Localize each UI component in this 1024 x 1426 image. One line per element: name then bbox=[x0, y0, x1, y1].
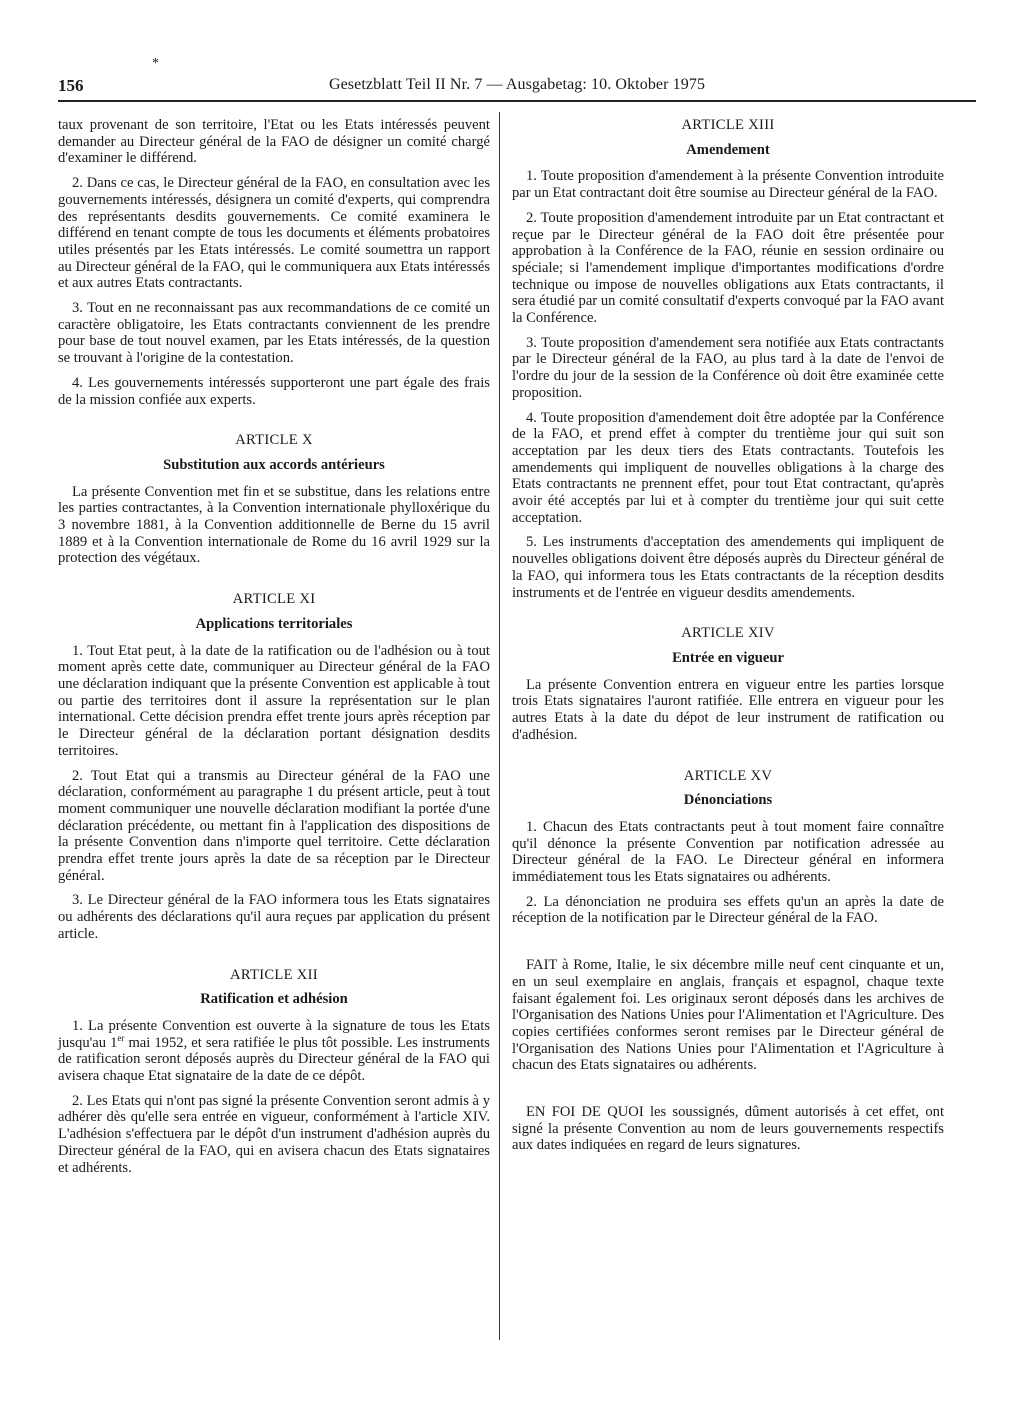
paragraph: La présente Convention met fin et se substitue, dans les relations entre les parties contractantes, à la Convention internationale phylloxérique du 3 novembre 1881, à la Convention additionnelle de Berne du 15 avril 1889 et à la Convention internationale de Rome du 16 avril 1929 sur la protection des végétaux. bbox=[58, 483, 490, 567]
article-heading: ARTICLE XII bbox=[230, 966, 318, 983]
paragraph: 5. Les instruments d'acceptation des amendements qui impliquent de nouvelles obligations doivent être déposés auprès du Directeur général de la FAO, qui informera tous les Etats contractants de la réception desdits instruments et de l'entrée en vigueur desdits amendements. bbox=[512, 534, 944, 601]
article-subtitle: Applications territoriales bbox=[195, 615, 353, 632]
article-subtitle: Dénonciations bbox=[683, 792, 773, 809]
paragraph: 1. Chacun des Etats contractants peut à tout moment faire connaître qu'il dénonce la présente Convention par notification adressée au Directeur général de la FAO. Le Directeur général en informera immédiatement tous les Etats signataires ou adhérents. bbox=[512, 818, 944, 886]
paragraph: 2. Dans ce cas, le Directeur général de la FAO, en consultation avec les gouvernements intéressés, désignera un comité d'experts, qui comprendra des représentants desdits gouvernements. Ce comité examinera le différend en tenant compte de tous les documents et éléments probatoires utiles présentés par les Etats intéressés. Le comité soumettra un rapport au Directeur général de la FAO, qui le communiquera aux Etats intéressés et aux autres Etats contractants. bbox=[58, 175, 490, 292]
paragraph bbox=[58, 1018, 490, 1085]
closing-paragraph: EN FOI DE QUOI les soussignés, dûment autorisés à cet effet, ont signé la présente Convention au nom de leurs gouvernements respectifs aux dates indiquées en regard de leurs signatures. bbox=[512, 1104, 944, 1154]
article-heading: ARTICLE XI bbox=[232, 591, 316, 608]
paragraph: 3. Toute proposition d'amendement sera notifiée aux Etats contractants par le Directeur général de la FAO, au plus tard à la date de l'envoi de l'ordre du jour de la session de la Conférence où doit être examinée cette proposition. bbox=[512, 334, 944, 401]
paragraph: 1. Toute proposition d'amendement à la présente Convention introduite par un Etat contractant doit être soumise au Directeur général de la FAO. bbox=[512, 168, 944, 202]
paragraph: 3. Le Directeur général de la FAO informera tous les Etats signataires ou adhérents des déclarations qu'il aura reçues par application du présent article. bbox=[58, 892, 490, 942]
right-column bbox=[512, 117, 944, 1162]
article-subtitle: Amendement bbox=[686, 141, 770, 158]
paragraph: 2. Tout Etat qui a transmis au Directeur général de la FAO une déclaration, conformément au paragraphe 1 du présent article, peut à tout moment communiquer une nouvelle déclaration modifiant la portée d'une déclaration précédente, ou mettant fin à l'application des dispositions de la présente Convention dans n'importe quel territoire. Cette déclaration prendra effet trente jours après la date de sa réception par le Directeur général. bbox=[58, 767, 490, 884]
article-subtitle: Substitution aux accords antérieurs bbox=[163, 456, 385, 473]
page-number: 156 bbox=[58, 76, 84, 95]
article-subtitle: Ratification et adhésion bbox=[200, 991, 348, 1008]
superscript: er bbox=[117, 1032, 125, 1043]
article-heading: ARTICLE XV bbox=[683, 767, 773, 784]
article-heading: ARTICLE X bbox=[235, 432, 313, 449]
paragraph-continued: taux provenant de son territoire, l'Etat ou les Etats intéressés peuvent demander au Directeur général de la FAO de désigner un comité chargé d'examiner le différend. bbox=[58, 117, 490, 167]
paragraph: La présente Convention entrera en vigueur entre les parties lorsque trois Etats signataires l'auront ratifiée. Elle entrera en vigueur pour les autres Etats à la date du dépot de leur instrument de ratification ou d'adhésion. bbox=[512, 676, 944, 743]
text-run: 1. La présente Convention est ouverte à la signature de tous les Etats jusqu'au 1 bbox=[58, 1017, 490, 1051]
spacer bbox=[512, 935, 944, 957]
paragraph: 2. Les Etats qui n'ont pas signé la présente Convention seront admis à y adhérer dès qu'elle sera entrée en vigueur, conformément à l'article XIV. L'adhésion s'effectuera par le dépôt d'un instrument d'adhésion auprès du Directeur général de la FAO, qui en avisera chacun des Etats signataires et adhérents. bbox=[58, 1092, 490, 1176]
closing-paragraph: FAIT à Rome, Italie, le six décembre mille neuf cent cinquante et un, en un seul exemplaire en anglais, français et espagnol, chaque texte faisant également foi. Les originaux seront déposés dans les archives de l'Organisation des Nations Unies pour l'Alimentation et l'Agriculture. Des copies certifiées conformes seront remises par le Directeur général de l'Organisation des Nations Unies pour l'Alimentation et l'Agriculture à chacun des Etats signataires ou adhérents. bbox=[512, 957, 944, 1074]
paragraph: 4. Toute proposition d'amendement doit être adoptée par la Conférence de la FAO, et prend effet à compter du trentième jour qui suit son acceptation par les deux tiers des Etats contractants. Toutefois les amendements qui impliquent de nouvelles obligations à la charge des Etats contractants ne prennent effet, pour tout Etat contractant, qu'après avoir été acceptés par lui et à compter du trentième jour qui suit cette acceptation. bbox=[512, 409, 944, 526]
paragraph: 1. Tout Etat peut, à la date de la ratification ou de l'adhésion ou à tout moment après cette date, communiquer au Directeur général de la FAO une déclaration indiquant que la présente Convention est applicable à tout ou partie des territoires dont il assure la représentation sur le plan international. Cette décision prendra effet trente jours après réception par le Directeur général de la déclaration portant désignation desdits territoires. bbox=[58, 642, 490, 759]
text-run: mai 1952, et sera ratifiée le plus tôt possible. Les instruments de ratification seront déposés auprès du Directeur général de la FAO qui avisera chaque Etat signataire de la date de ce dépôt. bbox=[58, 1034, 490, 1085]
column-divider bbox=[499, 112, 500, 1340]
paragraph: 4. Les gouvernements intéressés supporteront une part égale des frais de la mission confiée aux experts. bbox=[58, 374, 490, 408]
paragraph: 2. Toute proposition d'amendement introduite par un Etat contractant et reçue par le Directeur général de la FAO doit être présentée pour approbation à la Conférence de la FAO, réunie en session ordinaire ou spéciale; si l'amendement implique d'importantes modifications d'ordre technique ou impose de nouvelles obligations aux Etats contractants, il sera étudié par un comité consultatif d'experts convoqué par la FAO avant la Conférence. bbox=[512, 209, 944, 327]
page-header bbox=[58, 74, 976, 102]
asterisk-mark: * bbox=[152, 56, 159, 71]
article-heading: ARTICLE XIII bbox=[681, 117, 775, 133]
article-heading: ARTICLE XIV bbox=[681, 625, 775, 642]
article-subtitle: Entrée en vigueur bbox=[672, 649, 784, 666]
spacer bbox=[512, 1082, 944, 1104]
header-title: Gesetzblatt Teil II Nr. 7 — Ausgabetag: 10. Oktober 1975 bbox=[328, 76, 706, 93]
paragraph: 2. La dénonciation ne produira ses effets qu'un an après la date de réception de la notification par le Directeur général de la FAO. bbox=[512, 893, 944, 927]
paragraph: 3. Tout en ne reconnaissant pas aux recommandations de ce comité un caractère obligatoire, les Etats contractants conviennent de les prendre pour base de tout nouvel examen, par les Etats intéressés, de la question se trouvant à l'origine de la contestation. bbox=[58, 300, 490, 367]
left-column bbox=[58, 117, 490, 1184]
